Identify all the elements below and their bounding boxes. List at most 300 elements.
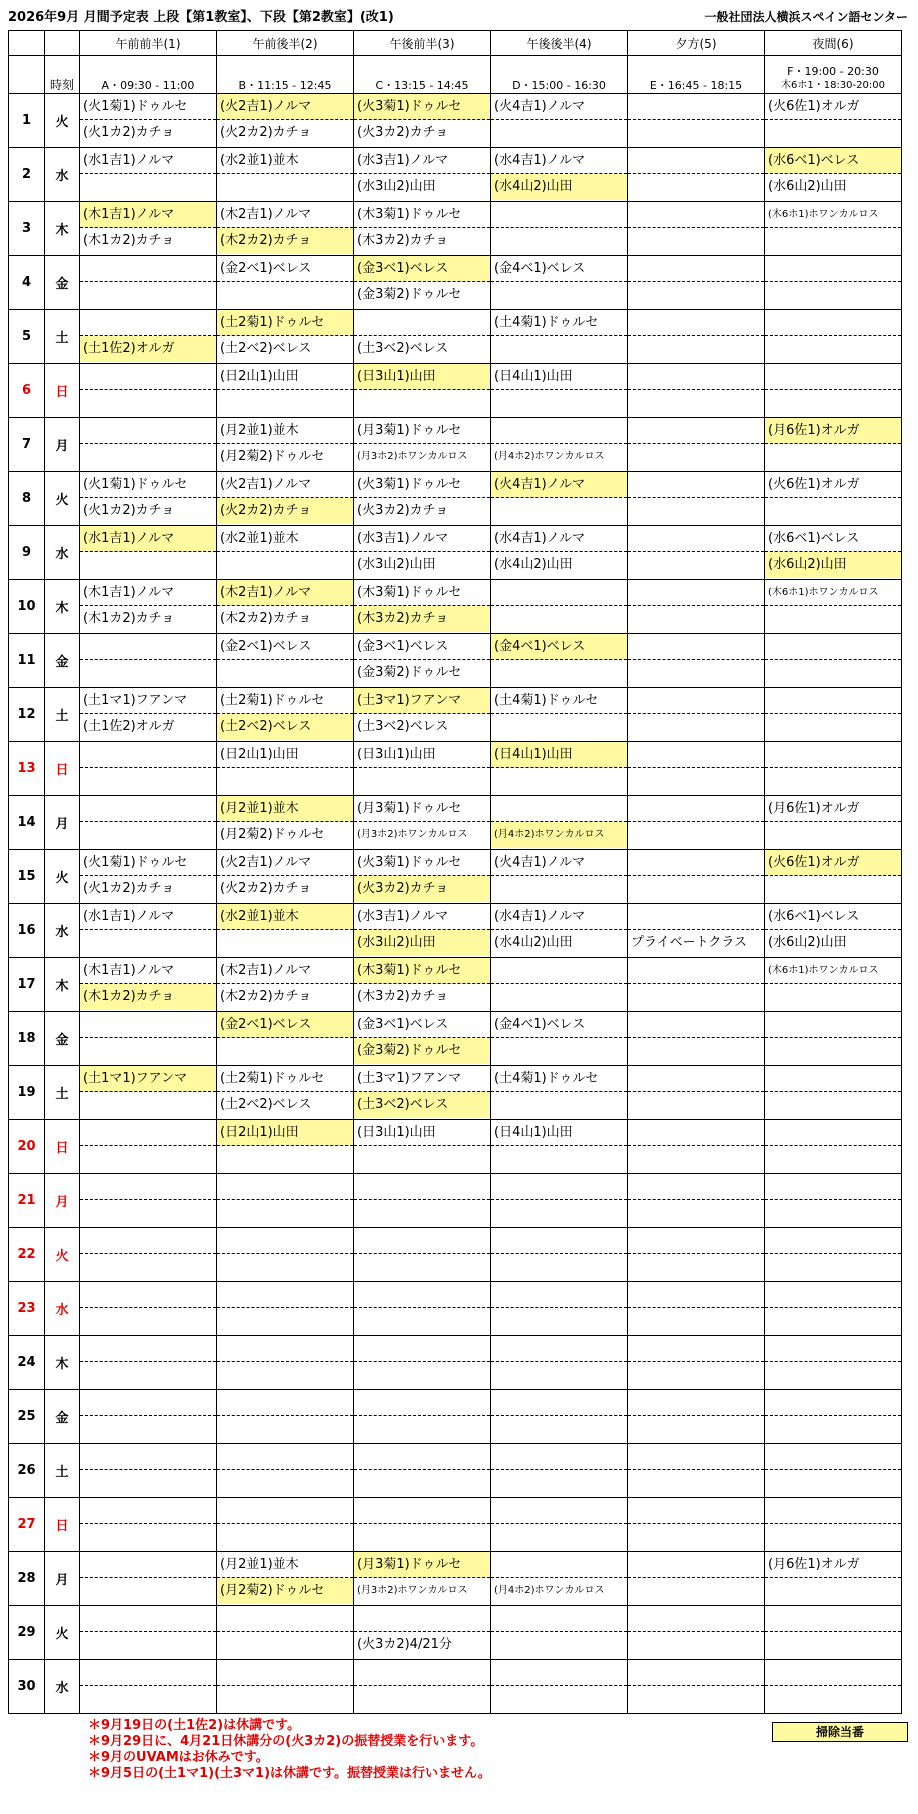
class-slot-room1: (火2吉1)ノルマ bbox=[217, 850, 353, 876]
period-cell bbox=[354, 580, 491, 634]
day-number: 15 bbox=[9, 850, 45, 904]
day-number: 30 bbox=[9, 1660, 45, 1714]
class-slot-room1: (日3山1)山田 bbox=[354, 1120, 490, 1146]
period-time: D・15:00 - 16:30 bbox=[491, 56, 628, 94]
class-slot-room2 bbox=[491, 1416, 627, 1442]
period-cell bbox=[491, 1012, 628, 1066]
period-cell bbox=[765, 364, 902, 418]
weekday: 金 bbox=[45, 256, 80, 310]
day-row bbox=[9, 1120, 902, 1174]
class-slot-room1: (金4ベ1)ベレス bbox=[491, 256, 627, 282]
period-cell bbox=[765, 472, 902, 526]
day-row bbox=[9, 1228, 902, 1282]
period-name: 午前前半(1) bbox=[80, 31, 217, 56]
period-cell bbox=[354, 418, 491, 472]
class-slot-room2 bbox=[80, 822, 216, 848]
period-cell bbox=[765, 1390, 902, 1444]
class-slot-room1 bbox=[628, 958, 764, 984]
class-slot-room2 bbox=[217, 1038, 353, 1064]
period-cell bbox=[80, 1606, 217, 1660]
period-cell bbox=[765, 1336, 902, 1390]
day-row bbox=[9, 1390, 902, 1444]
class-slot-room1 bbox=[628, 688, 764, 714]
class-slot-room2 bbox=[80, 552, 216, 578]
period-cell bbox=[491, 904, 628, 958]
class-slot-room1 bbox=[628, 1552, 764, 1578]
day-row bbox=[9, 148, 902, 202]
class-slot-room1 bbox=[217, 1660, 353, 1686]
class-slot-room1 bbox=[491, 1336, 627, 1362]
class-slot-room2: (月4ホ2)ホワンカルロス bbox=[491, 822, 627, 848]
class-slot-room2: (水6山2)山田 bbox=[765, 552, 901, 578]
day-row bbox=[9, 580, 902, 634]
day-row bbox=[9, 634, 902, 688]
day-number: 1 bbox=[9, 94, 45, 148]
class-slot-room2 bbox=[354, 1308, 490, 1334]
period-cell bbox=[217, 1120, 354, 1174]
class-slot-room2 bbox=[491, 1254, 627, 1280]
class-slot-room1 bbox=[217, 1498, 353, 1524]
period-cell bbox=[217, 1390, 354, 1444]
time-header-row bbox=[9, 56, 902, 94]
period-cell bbox=[628, 1066, 765, 1120]
period-cell bbox=[80, 634, 217, 688]
class-slot-room2 bbox=[217, 1362, 353, 1388]
period-cell bbox=[765, 1066, 902, 1120]
day-number: 29 bbox=[9, 1606, 45, 1660]
class-slot-room2 bbox=[80, 390, 216, 416]
class-slot-room1 bbox=[628, 202, 764, 228]
class-slot-room1: (火3菊1)ドゥルセ bbox=[354, 850, 490, 876]
note-line: ＊9月19日の(土1佐2)は休講です。 bbox=[88, 1718, 301, 1733]
period-cell bbox=[217, 418, 354, 472]
day-number: 27 bbox=[9, 1498, 45, 1552]
period-cell bbox=[765, 1444, 902, 1498]
class-slot-room1 bbox=[628, 634, 764, 660]
period-cell bbox=[217, 1282, 354, 1336]
period-cell bbox=[80, 148, 217, 202]
period-cell bbox=[354, 1066, 491, 1120]
period-cell bbox=[217, 958, 354, 1012]
class-slot-room2 bbox=[628, 606, 764, 632]
class-slot-room1 bbox=[491, 1174, 627, 1200]
period-cell bbox=[217, 1606, 354, 1660]
class-slot-room2 bbox=[765, 336, 901, 362]
class-slot-room2 bbox=[628, 1308, 764, 1334]
day-row bbox=[9, 1174, 902, 1228]
period-cell bbox=[354, 1228, 491, 1282]
period-cell bbox=[354, 94, 491, 148]
class-slot-room1 bbox=[491, 1228, 627, 1254]
class-slot-room1 bbox=[80, 1606, 216, 1632]
class-slot-room2 bbox=[80, 1146, 216, 1172]
period-cell bbox=[765, 688, 902, 742]
period-cell bbox=[217, 472, 354, 526]
period-cell bbox=[628, 94, 765, 148]
class-slot-room2 bbox=[628, 822, 764, 848]
class-slot-room2: (水3山2)山田 bbox=[357, 557, 436, 572]
class-slot-room2 bbox=[217, 1686, 353, 1712]
class-slot-room2 bbox=[628, 282, 764, 308]
day-number: 2 bbox=[9, 148, 45, 202]
class-slot-room2: (火3カ2)カチョ bbox=[357, 125, 449, 140]
class-slot-room2 bbox=[491, 1200, 627, 1226]
class-slot-room1 bbox=[354, 1228, 490, 1254]
class-slot-room2: プライベートクラス bbox=[631, 935, 747, 950]
class-slot-room2: (水6山2)山田 bbox=[768, 179, 847, 194]
period-cell bbox=[765, 1120, 902, 1174]
period-cell bbox=[80, 1660, 217, 1714]
weekday: 日 bbox=[45, 1498, 80, 1552]
class-slot-room2 bbox=[765, 606, 901, 632]
period-cell bbox=[354, 526, 491, 580]
class-slot-room1 bbox=[491, 202, 627, 228]
day-row bbox=[9, 418, 902, 472]
period-cell bbox=[628, 1012, 765, 1066]
class-slot-room1 bbox=[491, 796, 627, 822]
period-cell bbox=[765, 796, 902, 850]
class-slot-room2: (月2菊2)ドゥルセ bbox=[220, 449, 325, 464]
class-slot-room1: (火2吉1)ノルマ bbox=[217, 472, 353, 498]
period-cell bbox=[354, 364, 491, 418]
class-slot-room2: (月4ホ2)ホワンカルロス bbox=[494, 1585, 605, 1596]
period-cell bbox=[765, 634, 902, 688]
period-cell bbox=[80, 958, 217, 1012]
period-cell bbox=[628, 1282, 765, 1336]
period-cell bbox=[80, 1444, 217, 1498]
weekday: 日 bbox=[45, 364, 80, 418]
period-cell bbox=[491, 1606, 628, 1660]
period-cell bbox=[354, 1660, 491, 1714]
class-slot-room2 bbox=[80, 1686, 216, 1712]
period-cell bbox=[217, 796, 354, 850]
class-slot-room2 bbox=[628, 714, 764, 740]
day-row bbox=[9, 1660, 902, 1714]
class-slot-room2 bbox=[491, 228, 627, 254]
class-slot-room2 bbox=[765, 660, 901, 686]
weekday: 金 bbox=[45, 1390, 80, 1444]
class-slot-room2 bbox=[628, 1092, 764, 1118]
class-slot-room1 bbox=[765, 742, 901, 768]
class-slot-room2 bbox=[491, 606, 627, 632]
class-slot-room2 bbox=[765, 1578, 901, 1604]
period-cell bbox=[80, 1120, 217, 1174]
class-slot-room2 bbox=[491, 1038, 627, 1064]
period-cell bbox=[217, 688, 354, 742]
period-cell bbox=[354, 1606, 491, 1660]
weekday: 水 bbox=[45, 904, 80, 958]
period-header-row bbox=[9, 31, 902, 56]
class-slot-room1: (土4菊1)ドゥルセ bbox=[491, 688, 627, 714]
period-cell bbox=[628, 742, 765, 796]
class-slot-room2 bbox=[80, 1470, 216, 1496]
period-cell bbox=[217, 1174, 354, 1228]
class-slot-room2 bbox=[80, 1578, 216, 1604]
class-slot-room1 bbox=[628, 1660, 764, 1686]
weekday: 火 bbox=[45, 1228, 80, 1282]
class-slot-room1: (月3菊1)ドゥルセ bbox=[354, 1552, 490, 1578]
class-slot-room2: (土3ベ2)ベレス bbox=[354, 1092, 490, 1118]
period-cell bbox=[217, 742, 354, 796]
class-slot-room1: (月6佐1)オルガ bbox=[765, 1552, 901, 1578]
period-cell bbox=[217, 526, 354, 580]
class-slot-room2 bbox=[217, 390, 353, 416]
period-cell bbox=[217, 1012, 354, 1066]
day-row bbox=[9, 526, 902, 580]
class-slot-room2 bbox=[217, 552, 353, 578]
period-cell bbox=[765, 526, 902, 580]
period-cell bbox=[354, 1336, 491, 1390]
weekday: 土 bbox=[45, 1066, 80, 1120]
class-slot-room2 bbox=[628, 1416, 764, 1442]
class-slot-room1 bbox=[354, 310, 490, 336]
period-cell bbox=[491, 958, 628, 1012]
class-slot-room1: (水6ベ1)ベレス bbox=[765, 904, 901, 930]
weekday: 火 bbox=[45, 850, 80, 904]
period-cell bbox=[217, 94, 354, 148]
period-time: F・19:00 - 20:30 bbox=[787, 65, 879, 78]
weekday: 月 bbox=[45, 796, 80, 850]
class-slot-room1: (火3菊1)ドゥルセ bbox=[354, 94, 490, 120]
period-cell bbox=[628, 850, 765, 904]
period-cell bbox=[491, 148, 628, 202]
period-cell bbox=[628, 1660, 765, 1714]
class-slot-room1 bbox=[80, 634, 216, 660]
class-slot-room2 bbox=[765, 822, 901, 848]
class-slot-room2 bbox=[217, 1308, 353, 1334]
class-slot-room2 bbox=[491, 336, 627, 362]
class-slot-room2 bbox=[628, 498, 764, 524]
period-cell bbox=[354, 1390, 491, 1444]
class-slot-room2: (水3山2)山田 bbox=[357, 179, 436, 194]
class-slot-room1: (金3ベ1)ベレス bbox=[354, 256, 490, 282]
class-slot-room2 bbox=[628, 1470, 764, 1496]
class-slot-room1: (火6佐1)オルガ bbox=[765, 850, 901, 876]
period-cell bbox=[765, 1606, 902, 1660]
class-slot-room2 bbox=[80, 1632, 216, 1658]
class-slot-room1: (土2菊1)ドゥルセ bbox=[217, 310, 353, 336]
class-slot-room1: (日3山1)山田 bbox=[354, 742, 490, 768]
period-cell bbox=[354, 796, 491, 850]
class-slot-room1: (水2並1)並木 bbox=[217, 904, 353, 930]
period-cell bbox=[765, 742, 902, 796]
class-slot-room2 bbox=[354, 390, 490, 416]
class-slot-room2: (木3カ2)カチョ bbox=[354, 606, 490, 632]
class-slot-room2: (水4山2)山田 bbox=[494, 935, 573, 950]
period-cell bbox=[491, 580, 628, 634]
class-slot-room1: (火1菊1)ドゥルセ bbox=[80, 850, 216, 876]
class-slot-room1: (金2ベ1)ベレス bbox=[217, 256, 353, 282]
class-slot-room1: (日2山1)山田 bbox=[217, 742, 353, 768]
class-slot-room1 bbox=[628, 418, 764, 444]
class-slot-room1 bbox=[765, 1120, 901, 1146]
period-cell bbox=[765, 1660, 902, 1714]
class-slot-room2: (木1カ2)カチョ bbox=[80, 984, 216, 1010]
weekday: 水 bbox=[45, 1282, 80, 1336]
class-slot-room2: (木2カ2)カチョ bbox=[220, 989, 312, 1004]
class-slot-room2 bbox=[628, 1146, 764, 1172]
day-number: 26 bbox=[9, 1444, 45, 1498]
class-slot-room1: (月6佐1)オルガ bbox=[765, 418, 901, 444]
period-time: A・09:30 - 11:00 bbox=[80, 56, 217, 94]
period-cell bbox=[80, 202, 217, 256]
day-row bbox=[9, 904, 902, 958]
class-slot-room2 bbox=[765, 768, 901, 794]
class-slot-room1: (火1菊1)ドゥルセ bbox=[80, 472, 216, 498]
period-cell bbox=[491, 850, 628, 904]
period-cell bbox=[628, 472, 765, 526]
day-number: 13 bbox=[9, 742, 45, 796]
class-slot-room1 bbox=[628, 1498, 764, 1524]
period-cell bbox=[217, 1228, 354, 1282]
class-slot-room2 bbox=[491, 1362, 627, 1388]
class-slot-room1: (金3ベ1)ベレス bbox=[354, 634, 490, 660]
period-time: B・11:15 - 12:45 bbox=[217, 56, 354, 94]
class-slot-room1 bbox=[80, 256, 216, 282]
class-slot-room1 bbox=[491, 1390, 627, 1416]
period-cell bbox=[80, 904, 217, 958]
class-slot-room2 bbox=[354, 1146, 490, 1172]
class-slot-room1 bbox=[765, 1444, 901, 1470]
class-slot-room1 bbox=[217, 1174, 353, 1200]
class-slot-room1 bbox=[217, 1444, 353, 1470]
class-slot-room2: (月4ホ2)ホワンカルロス bbox=[494, 451, 605, 462]
period-cell bbox=[217, 1498, 354, 1552]
class-slot-room2: (月3ホ2)ホワンカルロス bbox=[357, 451, 468, 462]
class-slot-room2 bbox=[217, 768, 353, 794]
class-slot-room1 bbox=[491, 1606, 627, 1632]
class-slot-room2 bbox=[217, 1416, 353, 1442]
class-slot-room1: (水2並1)並木 bbox=[217, 148, 353, 174]
class-slot-room1: (金3ベ1)ベレス bbox=[354, 1012, 490, 1038]
class-slot-room1: (水3吉1)ノルマ bbox=[354, 526, 490, 552]
day-number: 11 bbox=[9, 634, 45, 688]
class-slot-room2 bbox=[628, 228, 764, 254]
day-row bbox=[9, 1012, 902, 1066]
class-slot-room2 bbox=[628, 660, 764, 686]
class-slot-room2 bbox=[217, 1146, 353, 1172]
class-slot-room2 bbox=[765, 1362, 901, 1388]
class-slot-room1: (水4吉1)ノルマ bbox=[491, 904, 627, 930]
period-cell bbox=[80, 472, 217, 526]
class-slot-room2: (土2ベ2)ベレス bbox=[217, 714, 353, 740]
period-cell bbox=[354, 256, 491, 310]
period-cell bbox=[628, 1174, 765, 1228]
class-slot-room2 bbox=[765, 1308, 901, 1334]
class-slot-room1: (日3山1)山田 bbox=[354, 364, 490, 390]
period-cell bbox=[217, 634, 354, 688]
class-slot-room1 bbox=[628, 364, 764, 390]
note-line: ＊9月29日に、4月21日休講分の(火3カ2)の振替授業を行います。 bbox=[88, 1734, 484, 1749]
period-cell bbox=[354, 742, 491, 796]
period-cell bbox=[765, 94, 902, 148]
class-slot-room1: (木3菊1)ドゥルセ bbox=[354, 202, 490, 228]
class-slot-room2 bbox=[491, 1092, 627, 1118]
class-slot-room1 bbox=[80, 1336, 216, 1362]
period-cell bbox=[354, 1282, 491, 1336]
period-cell bbox=[354, 634, 491, 688]
class-slot-room2: (土1佐2)オルガ bbox=[83, 719, 175, 734]
period-cell bbox=[628, 202, 765, 256]
class-slot-room2: (火2カ2)カチョ bbox=[220, 125, 312, 140]
class-slot-room1 bbox=[628, 1282, 764, 1308]
class-slot-room1 bbox=[628, 850, 764, 876]
period-cell bbox=[80, 526, 217, 580]
period-cell bbox=[628, 526, 765, 580]
period-cell bbox=[765, 580, 902, 634]
class-slot-room1: (日2山1)山田 bbox=[217, 1120, 353, 1146]
class-slot-room1: (日2山1)山田 bbox=[217, 364, 353, 390]
class-slot-room1 bbox=[491, 1498, 627, 1524]
weekday: 土 bbox=[45, 688, 80, 742]
period-cell bbox=[491, 1120, 628, 1174]
class-slot-room2 bbox=[217, 660, 353, 686]
class-slot-room1 bbox=[765, 1174, 901, 1200]
period-cell bbox=[354, 148, 491, 202]
class-slot-room1 bbox=[491, 1282, 627, 1308]
day-number: 8 bbox=[9, 472, 45, 526]
class-slot-room1 bbox=[354, 1444, 490, 1470]
class-slot-room1: (日4山1)山田 bbox=[491, 364, 627, 390]
class-slot-room2 bbox=[354, 1200, 490, 1226]
period-cell bbox=[491, 1660, 628, 1714]
class-slot-room1: (火6佐1)オルガ bbox=[765, 94, 901, 120]
class-slot-room1 bbox=[354, 1390, 490, 1416]
period-cell bbox=[80, 1552, 217, 1606]
period-cell bbox=[765, 148, 902, 202]
class-slot-room2: (火3カ2)4/21分 bbox=[357, 1637, 452, 1652]
class-slot-room2: (月3ホ2)ホワンカルロス bbox=[357, 1585, 468, 1596]
class-slot-room1: (水6ベ1)ベレス bbox=[765, 526, 901, 552]
class-slot-room1 bbox=[628, 94, 764, 120]
class-slot-room1 bbox=[765, 1336, 901, 1362]
class-slot-room2 bbox=[80, 444, 216, 470]
period-cell bbox=[217, 1660, 354, 1714]
class-slot-room1: (日4山1)山田 bbox=[491, 742, 627, 768]
class-slot-room1: (水4吉1)ノルマ bbox=[491, 148, 627, 174]
class-slot-room1 bbox=[628, 1012, 764, 1038]
class-slot-room2 bbox=[628, 444, 764, 470]
period-cell bbox=[628, 1390, 765, 1444]
class-slot-room1 bbox=[628, 1120, 764, 1146]
period-cell bbox=[491, 364, 628, 418]
period-cell bbox=[354, 472, 491, 526]
class-slot-room2 bbox=[765, 714, 901, 740]
class-slot-room1: (土2菊1)ドゥルセ bbox=[217, 1066, 353, 1092]
period-cell bbox=[217, 904, 354, 958]
class-slot-room1: (木1吉1)ノルマ bbox=[80, 958, 216, 984]
class-slot-room2 bbox=[765, 1470, 901, 1496]
weekday: 木 bbox=[45, 202, 80, 256]
class-slot-room2 bbox=[765, 228, 901, 254]
class-slot-room1: (土3マ1)フアンマ bbox=[354, 688, 490, 714]
class-slot-room2: (木2カ2)カチョ bbox=[220, 611, 312, 626]
weekday: 木 bbox=[45, 580, 80, 634]
period-name: 夕方(5) bbox=[628, 31, 765, 56]
day-number: 14 bbox=[9, 796, 45, 850]
class-slot-room2 bbox=[217, 930, 353, 956]
class-slot-room1 bbox=[628, 1390, 764, 1416]
period-cell bbox=[765, 1012, 902, 1066]
class-slot-room2 bbox=[80, 660, 216, 686]
period-cell bbox=[80, 256, 217, 310]
period-cell bbox=[354, 1120, 491, 1174]
class-slot-room1 bbox=[80, 796, 216, 822]
day-row bbox=[9, 688, 902, 742]
class-slot-room1 bbox=[80, 1390, 216, 1416]
weekday: 土 bbox=[45, 1444, 80, 1498]
day-row bbox=[9, 850, 902, 904]
